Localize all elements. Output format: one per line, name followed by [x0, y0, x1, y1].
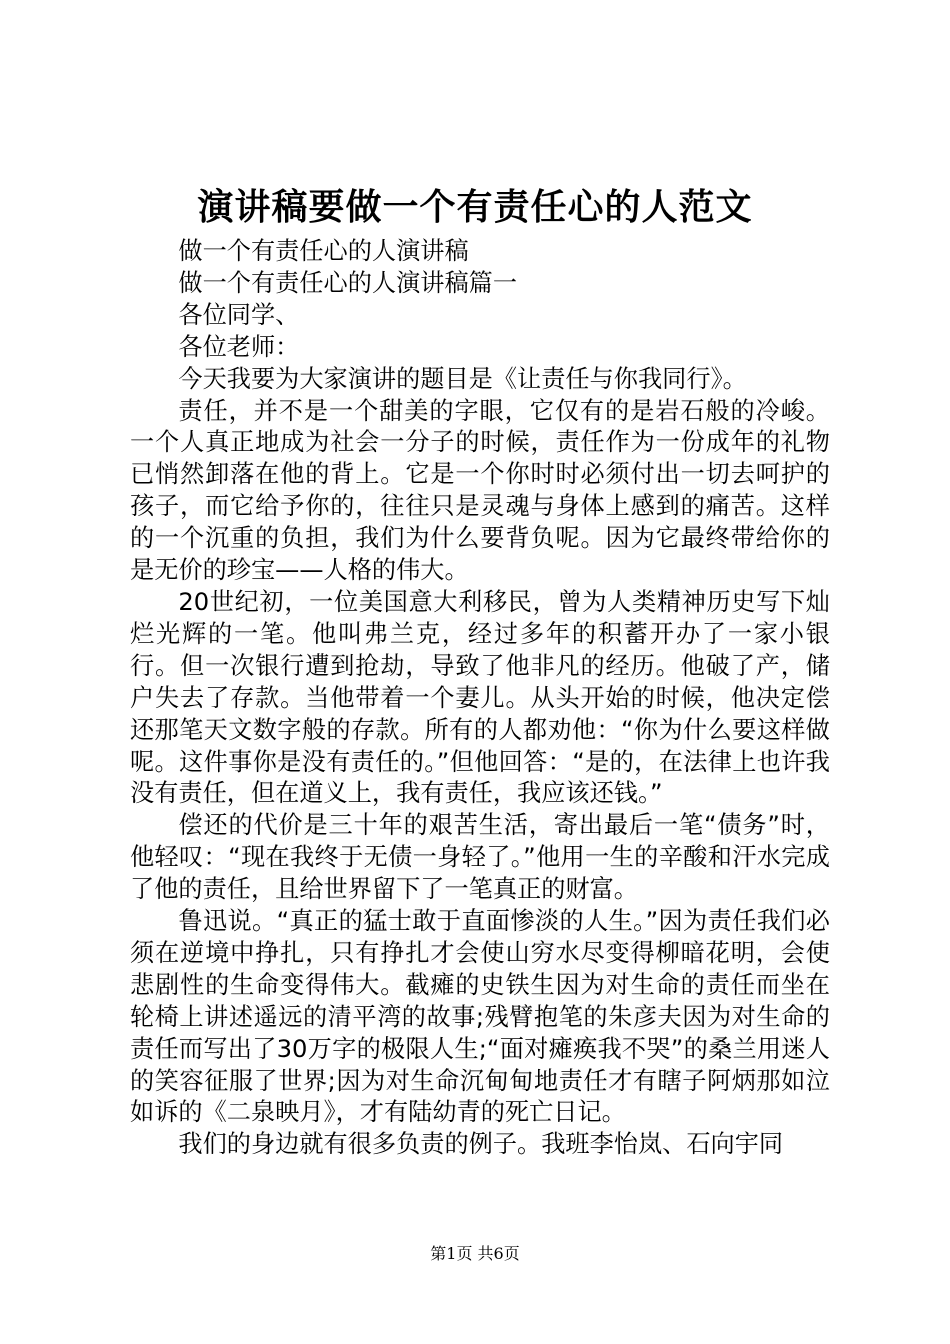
- page-footer: [0, 1243, 950, 1265]
- page-number: 第1页 共6页: [430, 1244, 520, 1263]
- document-body: [130, 236, 830, 1161]
- paragraph: 做一个有责任心的人演讲稿篇一: [178, 268, 518, 297]
- paragraph: 今天我要为大家演讲的题目是《让责任与你我同行》。: [178, 364, 747, 393]
- paragraph: 20世纪初，一位美国意大利移民，曾为人类精神历史写下灿烂光辉的一笔。他叫弗兰克，经过多年的积蓄开办了一家小银行。但一次银行遭到抢劫，导致了他非凡的经历。他破了产，储户失去了存款。当他带着一个妻儿。从头开始的时候，他决定偿还那笔天文数字般的存款。所有的人都劝他：“你为什么要这样做呢。这件事你是没有责任的。”但他回答：“是的，在法律上也许我没有责任，但在道义上，我有责任，我应该还钱。”: [130, 587, 830, 808]
- paragraph: 偿还的代价是三十年的艰苦生活，寄出最后一笔“债务”时，他轻叹：“现在我终于无债一身轻了。”他用一生的辛酸和汗水完成了他的责任，且给世界留下了一笔真正的财富。: [130, 811, 830, 904]
- paragraph: 责任，并不是一个甜美的字眼，它仅有的是岩石般的冷峻。一个人真正地成为社会一分子的时候，责任作为一份成年的礼物已悄然卸落在他的背上。它是一个你时时必须付出一切去呵护的孩子，而它给予你的，往往只是灵魂与身体上感到的痛苦。这样的一个沉重的负担，我们为什么要背负呢。因为它最终带给你的是无价的珍宝——人格的伟大。: [130, 396, 830, 585]
- paragraph: 鲁迅说。“真正的猛士敢于直面惨淡的人生。”因为责任我们必须在逆境中挣扎，只有挣扎才会使山穷水尽变得柳暗花明，会使悲剧性的生命变得伟大。截瘫的史铁生因为对生命的责任而坐在轮椅上讲述遥远的清平湾的故事;残臂抱笔的朱彦夫因为对生命的责任而写出了30万字的极限人生;“面对瘫痪我不哭”的桑兰用迷人的笑容征服了世界;因为对生命沉甸甸地责任才有瞎子阿炳那如泣如诉的《二泉映月》，才有陆幼青的死亡日记。: [130, 907, 830, 1127]
- document-title: 演讲稿要做一个有责任心的人范文: [197, 186, 753, 228]
- paragraph: 我们的身边就有很多负责的例子。我班李怡岚、石向宇同: [178, 1130, 784, 1159]
- paragraph: 做一个有责任心的人演讲稿: [178, 237, 469, 265]
- paragraph: 各位同学、: [178, 300, 300, 329]
- paragraph: 各位老师：: [178, 332, 300, 361]
